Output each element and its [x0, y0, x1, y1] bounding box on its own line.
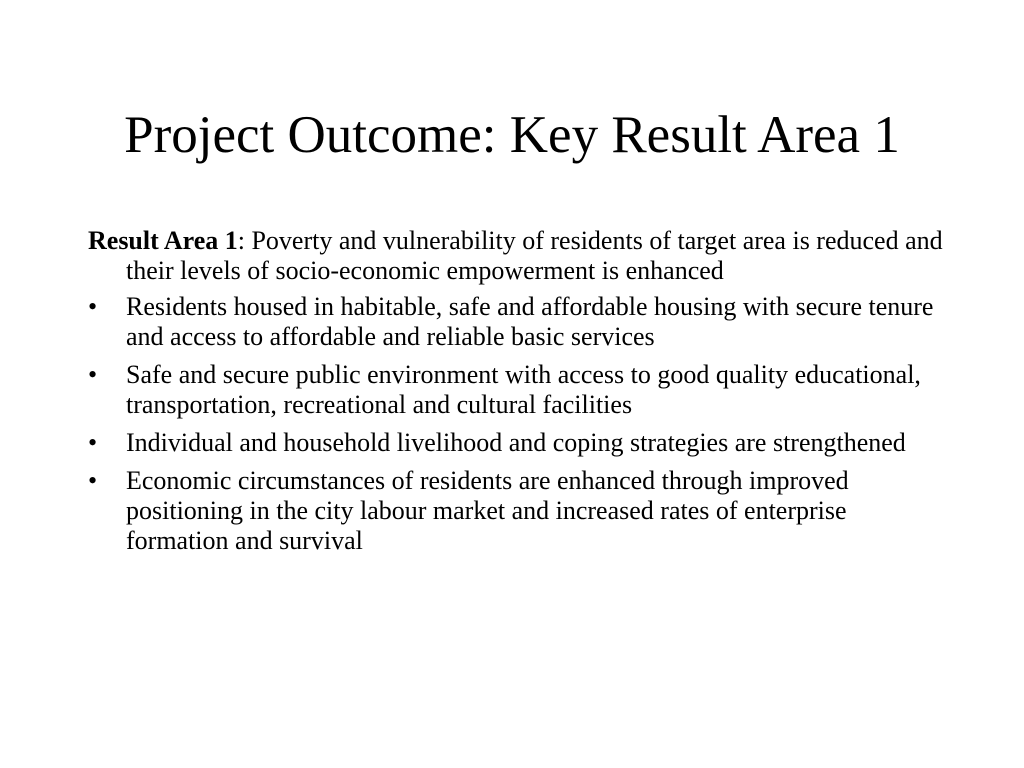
- bullet-icon: •: [88, 466, 98, 495]
- list-item: [88, 466, 948, 556]
- list-item: [88, 428, 948, 458]
- slide-body: [88, 226, 948, 564]
- list-item-text: Individual and household livelihood and coping strategies are strengthened: [126, 428, 906, 457]
- result-area-text: : Poverty and vulnerability of residents of target area is reduced and their levels of socio-economic empowerment is enhanced: [126, 226, 943, 285]
- result-area-label: Result Area 1: [88, 226, 238, 255]
- list-item: [88, 360, 948, 420]
- outcome-bullet-list: [88, 292, 948, 556]
- list-item-text: Residents housed in habitable, safe and affordable housing with secure tenure and access to affordable and reliable basic services: [126, 292, 934, 351]
- list-item-text: Economic circumstances of residents are enhanced through improved positioning in the city labour market and increased rates of enterprise formation and survival: [126, 466, 849, 555]
- bullet-icon: •: [88, 428, 98, 457]
- slide-title: Project Outcome: Key Result Area 1: [124, 106, 900, 164]
- bullet-icon: •: [88, 292, 98, 321]
- list-item: [88, 292, 948, 352]
- bullet-icon: •: [88, 360, 98, 389]
- list-item-text: Safe and secure public environment with access to good quality educational, transportation, recreational and cultural facilities: [126, 360, 921, 419]
- result-area-statement: [88, 226, 948, 286]
